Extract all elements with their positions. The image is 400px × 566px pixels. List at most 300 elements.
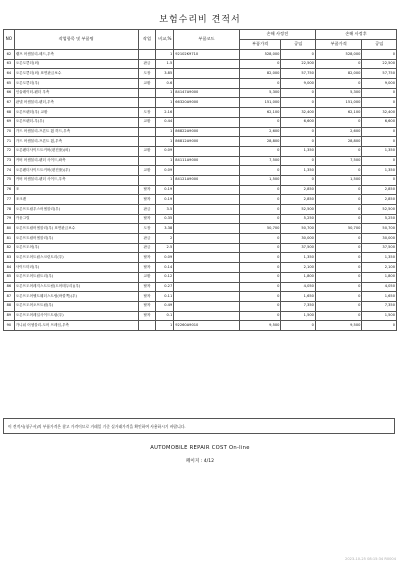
row-work-type: 교환 <box>138 146 156 156</box>
row-parts-price-before: 7,500 <box>239 156 281 166</box>
row-parts-price-after: 9,500 <box>315 321 361 331</box>
row-labor-after: 1,650 <box>362 292 397 302</box>
row-parts-price-before: 9,500 <box>239 321 281 331</box>
col-parts-price-before: 부품가격 <box>239 40 281 50</box>
row-labor-after: 0 <box>362 98 397 108</box>
row-item-name: 오른프트림어셈블리(우) 표면판금보수 <box>14 224 138 234</box>
row-no: 78 <box>4 205 15 215</box>
row-ratio: 0.6 <box>156 79 174 89</box>
row-no: 80 <box>4 224 15 234</box>
row-item-name: 가드 어셈블리-프론트 휠 허드,우측 <box>14 127 138 137</box>
row-ratio: 2 <box>156 234 174 244</box>
row-part-code <box>174 292 240 302</box>
row-labor-before: 0 <box>281 321 316 331</box>
row-labor-before: 4,050 <box>281 282 316 292</box>
row-item-name: 오른프도어레지스트트립(도어테두리)(우) <box>14 282 138 292</box>
row-no: 79 <box>4 214 15 224</box>
row-ratio: 3.38 <box>156 224 174 234</box>
row-work-type: 교환 <box>138 272 156 282</box>
row-labor-before: 52,500 <box>281 205 316 215</box>
row-parts-price-after: 0 <box>315 243 361 253</box>
row-ratio: 0.27 <box>156 282 174 292</box>
row-item-name: 인슐레이터-펜더 우측 <box>14 88 138 98</box>
table-row <box>4 301 397 311</box>
row-part-code <box>174 234 240 244</box>
table-row <box>4 69 397 79</box>
row-part-code <box>174 195 240 205</box>
row-ratio: 0.09 <box>156 253 174 263</box>
row-labor-before: 1,650 <box>281 292 316 302</box>
row-part-code: 86822A9000 <box>174 127 240 137</box>
row-ratio: 1 <box>156 156 174 166</box>
row-item-name: 커버 어셈블리-펜더 사이드,우측 <box>14 175 138 185</box>
row-labor-after: 1,500 <box>362 311 397 321</box>
row-part-code: 84121A9000 <box>174 175 240 185</box>
row-labor-before: 30,000 <box>281 234 316 244</box>
row-work-type: 판금 <box>138 243 156 253</box>
table-row <box>4 175 397 185</box>
row-ratio: 0.19 <box>156 195 174 205</box>
table-row <box>4 146 397 156</box>
row-part-code <box>174 224 240 234</box>
row-work-type: 탈착 <box>138 282 156 292</box>
row-labor-after: 0 <box>362 127 397 137</box>
print-timestamp: 2023-10-25 08:15:34 R0004 <box>345 557 396 561</box>
row-part-code <box>174 243 240 253</box>
row-no: 71 <box>4 137 15 147</box>
row-no: 69 <box>4 117 15 127</box>
row-item-name: 오른프도어오프트림(우) <box>14 301 138 311</box>
row-labor-before: 1,800 <box>281 272 316 282</box>
row-parts-price-before: 0 <box>239 301 281 311</box>
row-parts-price-before: 0 <box>239 79 281 89</box>
row-ratio: 3.85 <box>156 69 174 79</box>
row-ratio: 1.5 <box>156 59 174 69</box>
row-part-code <box>174 108 240 118</box>
table-row <box>4 127 397 137</box>
row-parts-price-before: 0 <box>239 214 281 224</box>
row-work-type: 탈착 <box>138 292 156 302</box>
row-ratio: 3.5 <box>156 205 174 215</box>
row-ratio: 0.49 <box>156 301 174 311</box>
table-row <box>4 156 397 166</box>
row-parts-price-before: 0 <box>239 234 281 244</box>
row-labor-after: 0 <box>362 88 397 98</box>
row-parts-price-before: 5,300 <box>239 88 281 98</box>
row-labor-before: 7,350 <box>281 301 316 311</box>
row-parts-price-before: 28,800 <box>239 137 281 147</box>
row-item-name: 오른프도어트림트리(우) <box>14 272 138 282</box>
table-row <box>4 292 397 302</box>
row-parts-price-before: 0 <box>239 146 281 156</box>
row-parts-price-before: 1,500 <box>239 175 281 185</box>
row-ratio: 1 <box>156 50 174 60</box>
row-parts-price-before: 0 <box>239 292 281 302</box>
row-work-type: 도장 <box>138 69 156 79</box>
row-parts-price-after: 7,500 <box>315 156 361 166</box>
row-work-type: 도장 <box>138 108 156 118</box>
row-work-type <box>138 88 156 98</box>
row-parts-price-after: 0 <box>315 59 361 69</box>
row-labor-after: 50,700 <box>362 224 397 234</box>
table-row <box>4 195 397 205</box>
row-work-type: 교환 <box>138 117 156 127</box>
row-parts-price-after: 0 <box>315 195 361 205</box>
row-work-type: 탈착 <box>138 263 156 273</box>
row-parts-price-after: 151,000 <box>315 98 361 108</box>
table-row <box>4 263 397 273</box>
row-ratio: 0.35 <box>156 214 174 224</box>
row-work-type: 판금 <box>138 234 156 244</box>
row-no: 68 <box>4 108 15 118</box>
row-labor-after: 7,350 <box>362 301 397 311</box>
row-part-code: 86812A9000 <box>174 137 240 147</box>
row-no: 75 <box>4 175 15 185</box>
table-row <box>4 166 397 176</box>
row-labor-after: 52,500 <box>362 205 397 215</box>
table-row <box>4 272 397 282</box>
row-work-type <box>138 156 156 166</box>
table-row <box>4 59 397 69</box>
row-item-name: 오른펜더사이드트커버(편진풀)(우) <box>14 166 138 176</box>
row-labor-after: 0 <box>362 156 397 166</box>
table-row <box>4 224 397 234</box>
row-part-code: 66320A9000 <box>174 98 240 108</box>
row-parts-price-before: 2,600 <box>239 127 281 137</box>
row-labor-after: 2,850 <box>362 185 397 195</box>
table-row <box>4 137 397 147</box>
row-part-code: 84147A9000 <box>174 88 240 98</box>
row-parts-price-after: 0 <box>315 253 361 263</box>
row-parts-price-before: 0 <box>239 282 281 292</box>
row-labor-after: 32,400 <box>362 108 397 118</box>
row-no: 74 <box>4 166 15 176</box>
row-parts-price-after: 528,000 <box>315 50 361 60</box>
row-parts-price-after: 0 <box>315 311 361 321</box>
row-labor-after: 0 <box>362 50 397 60</box>
row-labor-before: 2,850 <box>281 185 316 195</box>
row-parts-price-before: 50,700 <box>239 224 281 234</box>
row-labor-after: 1,350 <box>362 166 397 176</box>
row-part-code <box>174 214 240 224</box>
row-no: 85 <box>4 272 15 282</box>
row-labor-before: 1,350 <box>281 146 316 156</box>
row-labor-before: 1,500 <box>281 311 316 321</box>
row-part-code <box>174 311 240 321</box>
row-item-name: 오른도쁜더(외) 표면판금보수 <box>14 69 138 79</box>
row-no: 67 <box>4 98 15 108</box>
row-part-code <box>174 263 240 273</box>
row-ratio: 1 <box>156 88 174 98</box>
row-no: 84 <box>4 263 15 273</box>
estimate-table <box>3 29 397 331</box>
row-no: 90 <box>4 321 15 331</box>
table-row <box>4 243 397 253</box>
row-labor-before: 50,700 <box>281 224 316 234</box>
row-item-name: 조크랜 <box>14 195 138 205</box>
row-labor-after: 0 <box>362 175 397 185</box>
header-row-1 <box>4 30 397 40</box>
footer-brand: AUTOMOBILE REPAIR COST On-line <box>150 445 250 451</box>
row-item-name: 가드 어셈블리-프론트 휠,우측 <box>14 137 138 147</box>
row-ratio: 0.44 <box>156 117 174 127</box>
row-parts-price-before: 528,000 <box>239 50 281 60</box>
row-parts-price-before: 0 <box>239 272 281 282</box>
row-parts-price-before: 0 <box>239 205 281 215</box>
row-parts-price-before: 62,100 <box>239 108 281 118</box>
row-work-type: 탈착 <box>138 185 156 195</box>
row-item-name: 오른도쁜더(우) <box>14 79 138 89</box>
col-labor-before: 공임 <box>281 40 316 50</box>
row-no: 83 <box>4 253 15 263</box>
row-labor-before: 5,250 <box>281 214 316 224</box>
row-labor-before: 57,750 <box>281 69 316 79</box>
row-parts-price-after: 0 <box>315 79 361 89</box>
row-parts-price-after: 0 <box>315 263 361 273</box>
table-row <box>4 311 397 321</box>
row-parts-price-before: 0 <box>239 185 281 195</box>
row-labor-after: 1,350 <box>362 146 397 156</box>
table-row <box>4 214 397 224</box>
row-item-name: 오른프도어(우) <box>14 243 138 253</box>
row-labor-after: 37,500 <box>362 243 397 253</box>
row-item-name: 판넬 어셈블리-펜더,우측 <box>14 98 138 108</box>
row-parts-price-after: 0 <box>315 272 361 282</box>
row-labor-after: 0 <box>362 137 397 147</box>
row-part-code: 84111A9000 <box>174 156 240 166</box>
row-parts-price-after: 50,700 <box>315 224 361 234</box>
row-part-code <box>174 146 240 156</box>
row-item-name: 사이드미러(우) <box>14 263 138 273</box>
row-no: 65 <box>4 79 15 89</box>
table-row <box>4 117 397 127</box>
row-labor-after: 5,250 <box>362 214 397 224</box>
row-labor-before: 2,100 <box>281 263 316 273</box>
row-parts-price-before: 0 <box>239 311 281 321</box>
row-labor-before: 0 <box>281 127 316 137</box>
table-row <box>4 108 397 118</box>
table-row <box>4 98 397 108</box>
table-row <box>4 321 397 331</box>
row-parts-price-after: 0 <box>315 214 361 224</box>
row-no: 81 <box>4 234 15 244</box>
row-ratio: 1 <box>156 321 174 331</box>
row-ratio: 0.14 <box>156 263 174 273</box>
row-item-name: 오른프도어레일사이드트림(우) <box>14 311 138 321</box>
row-work-type: 도장 <box>138 224 156 234</box>
row-parts-price-after: 1,500 <box>315 175 361 185</box>
table-row <box>4 234 397 244</box>
row-parts-price-after: 0 <box>315 234 361 244</box>
row-part-code <box>174 272 240 282</box>
table-row <box>4 282 397 292</box>
row-parts-price-before: 0 <box>239 59 281 69</box>
table-row <box>4 185 397 195</box>
row-labor-before: 1,350 <box>281 166 316 176</box>
row-work-type: 판금 <box>138 59 156 69</box>
document-title: 보험수리비 견적서 <box>159 15 241 25</box>
row-no: 73 <box>4 156 15 166</box>
row-parts-price-after: 0 <box>315 292 361 302</box>
row-ratio: 0.1 <box>156 311 174 321</box>
row-part-code <box>174 79 240 89</box>
row-labor-before: 2,850 <box>281 195 316 205</box>
row-parts-price-after: 0 <box>315 301 361 311</box>
row-parts-price-after: 0 <box>315 146 361 156</box>
row-item-name: 오른프트림어셈블리(우) <box>14 234 138 244</box>
row-ratio: 1 <box>156 127 174 137</box>
row-no: 82 <box>4 243 15 253</box>
row-parts-price-after: 0 <box>315 205 361 215</box>
row-part-code <box>174 301 240 311</box>
table-row <box>4 79 397 89</box>
row-parts-price-after: 2,600 <box>315 127 361 137</box>
row-part-code <box>174 166 240 176</box>
row-no: 76 <box>4 185 15 195</box>
row-work-type <box>138 98 156 108</box>
row-labor-before: 0 <box>281 50 316 60</box>
row-no: 70 <box>4 127 15 137</box>
row-parts-price-before: 151,000 <box>239 98 281 108</box>
row-item-name: 오른프도어벨트웨더스트립(바깥쪽)(우) <box>14 292 138 302</box>
row-item-name: 오른펜더사이드트커버(편진풀)(외) <box>14 146 138 156</box>
row-no: 62 <box>4 50 15 60</box>
row-parts-price-after: 82,000 <box>315 69 361 79</box>
row-ratio: 2.5 <box>156 243 174 253</box>
row-ratio: 0.11 <box>156 292 174 302</box>
row-no: 72 <box>4 146 15 156</box>
row-no: 66 <box>4 88 15 98</box>
row-parts-price-after: 62,100 <box>315 108 361 118</box>
row-labor-before: 37,500 <box>281 243 316 253</box>
row-labor-after: 22,500 <box>362 59 397 69</box>
row-parts-price-after: 0 <box>315 282 361 292</box>
row-work-type: 탈착 <box>138 195 156 205</box>
col-no: NO <box>4 30 15 50</box>
row-part-code <box>174 117 240 127</box>
row-part-code <box>174 253 240 263</box>
row-labor-after: 1,800 <box>362 272 397 282</box>
row-item-name: 오른프펜더(우) 교환 <box>14 108 138 118</box>
row-work-type <box>138 137 156 147</box>
row-parts-price-after: 0 <box>315 117 361 127</box>
row-parts-price-after: 5,300 <box>315 88 361 98</box>
row-labor-before: 0 <box>281 175 316 185</box>
row-work-type: 판금 <box>138 205 156 215</box>
row-labor-before: 32,400 <box>281 108 316 118</box>
col-item: 작업항목 및 부품명 <box>14 30 138 50</box>
page-number: 페이지 : 4/12 <box>185 459 215 464</box>
row-item-name: 오른도쁜더(외) <box>14 59 138 69</box>
row-labor-before: 6,600 <box>281 117 316 127</box>
row-work-type: 탈착 <box>138 214 156 224</box>
row-labor-after: 6,600 <box>362 117 397 127</box>
row-item-name: 오른프트림우스어셈블리(우) <box>14 205 138 215</box>
row-labor-before: 0 <box>281 137 316 147</box>
col-parts-price-after: 부품가격 <box>315 40 361 50</box>
row-ratio: 0.09 <box>156 166 174 176</box>
disclaimer-note: 이 견적서(청구서)의 부품가격은 참고 가격이므로 거래일 기준 실거래가격을 확인하여 사용하시기 바랍니다. <box>3 418 395 434</box>
row-work-type: 교환 <box>138 166 156 176</box>
table-row <box>4 50 397 60</box>
row-labor-after: 9,000 <box>362 79 397 89</box>
row-work-type <box>138 50 156 60</box>
table-row <box>4 253 397 263</box>
row-labor-before: 0 <box>281 98 316 108</box>
row-parts-price-before: 82,000 <box>239 69 281 79</box>
row-ratio: 0.19 <box>156 185 174 195</box>
row-parts-price-before: 0 <box>239 263 281 273</box>
row-ratio: 0.09 <box>156 146 174 156</box>
row-work-type: 탈착 <box>138 311 156 321</box>
row-labor-after: 4,050 <box>362 282 397 292</box>
row-part-code: 92102K9710 <box>174 50 240 60</box>
row-part-code: 92260A9010 <box>174 321 240 331</box>
row-item-name: 카웅그릴 <box>14 214 138 224</box>
row-no: 64 <box>4 69 15 79</box>
row-parts-price-before: 0 <box>239 195 281 205</box>
row-parts-price-before: 0 <box>239 166 281 176</box>
row-labor-after: 2,100 <box>362 263 397 273</box>
row-ratio: 2.16 <box>156 108 174 118</box>
row-parts-price-after: 28,800 <box>315 137 361 147</box>
row-labor-after: 0 <box>362 321 397 331</box>
row-labor-after: 2,850 <box>362 195 397 205</box>
row-ratio: 0.12 <box>156 272 174 282</box>
row-parts-price-before: 0 <box>239 253 281 263</box>
row-work-type: 탈착 <box>138 301 156 311</box>
row-work-type <box>138 321 156 331</box>
table-row <box>4 88 397 98</box>
row-item-name: 조 <box>14 185 138 195</box>
row-work-type <box>138 175 156 185</box>
row-item-name: 램프 어셈블리-헤드,우측 <box>14 50 138 60</box>
estimate-rows <box>4 50 397 331</box>
col-ratio: 비교,% <box>156 30 174 50</box>
row-item-name: 가니쉬 어셈블리-도어 프레임,우측 <box>14 321 138 331</box>
row-item-name: 오른프도어트림스크린트리(우) <box>14 253 138 263</box>
row-no: 88 <box>4 301 15 311</box>
row-parts-price-before: 0 <box>239 117 281 127</box>
row-labor-before: 0 <box>281 156 316 166</box>
row-ratio: 1 <box>156 175 174 185</box>
row-labor-before: 1,350 <box>281 253 316 263</box>
row-part-code <box>174 205 240 215</box>
row-ratio: 1 <box>156 137 174 147</box>
table-row <box>4 205 397 215</box>
row-item-name: 오른프펜더-우(우) <box>14 117 138 127</box>
row-labor-after: 1,350 <box>362 253 397 263</box>
row-labor-before: 22,500 <box>281 59 316 69</box>
row-part-code <box>174 59 240 69</box>
row-parts-price-after: 0 <box>315 166 361 176</box>
col-work: 작업 <box>138 30 156 50</box>
row-labor-after: 57,750 <box>362 69 397 79</box>
col-labor-after: 공임 <box>362 40 397 50</box>
row-ratio: 1 <box>156 98 174 108</box>
row-labor-before: 0 <box>281 88 316 98</box>
col-code: 부품코드 <box>174 30 240 50</box>
row-work-type: 탈착 <box>138 253 156 263</box>
row-labor-before: 9,000 <box>281 79 316 89</box>
row-work-type: 교환 <box>138 79 156 89</box>
col-group-before: 손해 사정전 <box>239 30 315 40</box>
row-no: 89 <box>4 311 15 321</box>
row-no: 77 <box>4 195 15 205</box>
row-parts-price-before: 0 <box>239 243 281 253</box>
row-no: 86 <box>4 282 15 292</box>
row-part-code <box>174 69 240 79</box>
